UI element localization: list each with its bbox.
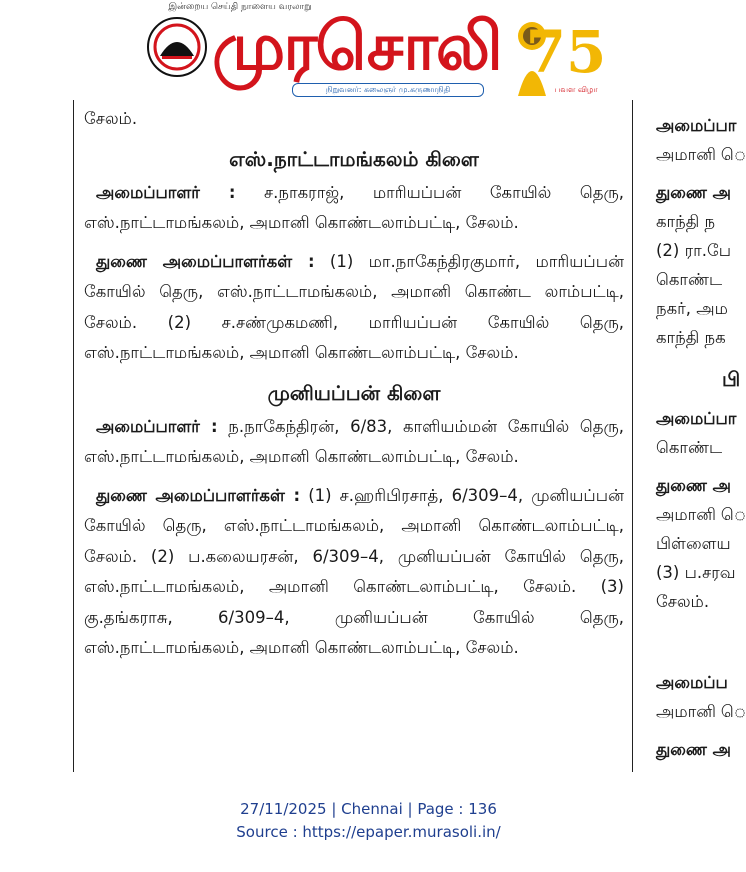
right-column-line: அமானி ெ [656, 505, 746, 524]
right-column [640, 0, 746, 800]
role-label: அமைப்பாளர் : [96, 182, 236, 202]
role-label: துணை அமைப்பாளர்கள் : [96, 485, 301, 505]
right-column-line: துணை அ [656, 476, 731, 495]
right-column-line: பிள்ளைய [656, 534, 731, 553]
masthead-tagline: இன்றைய செய்தி நாளைய வரலாறு [168, 2, 312, 12]
role-label: துணை அமைப்பாளர்கள் : [96, 251, 315, 271]
right-column-line: அமைப்ப [656, 673, 728, 692]
role-details: ச.நாகராஜ், மாரியப்பன் கோயில் தெரு, எஸ்.நாட்டாமங்கலம், அமானி கொண்டலாம்பட்டி, சேலம். [84, 182, 624, 232]
role-label: அமைப்பாளர் : [96, 416, 218, 436]
masthead-subline: நிறுவனர்: கலைஞர் மு.கருணாநிதி [292, 83, 484, 97]
right-column-line: அமானி ெ [656, 145, 746, 164]
footer-source: Source : https://epaper.murasoli.in/ [236, 823, 501, 841]
right-column-line: துணை அ [656, 740, 731, 759]
anniversary-caption: பவள விழா [554, 85, 598, 94]
right-column-heading: பி [722, 367, 741, 391]
role-details: (1) மா.நாகேந்திரகுமார், மாரியப்பன் கோயில் தெரு, எஸ்.நாட்டாமங்கலம், அமானி கொண்ட லாம்பட்டி, சேலம். (2) ச.சண்முகமணி, மாரியப்பன் கோயில் தெரு, எஸ்.நாட்டாமங்கலம், அமானி கொண்டலாம்பட்டி, சேலம். [84, 251, 624, 362]
organizer-paragraph [84, 178, 624, 239]
section-heading: முனியப்பன் கிளை [267, 380, 441, 405]
masthead-title: முரசொலி [212, 8, 501, 85]
column-rule-right [632, 100, 633, 772]
anniversary-75-logo [510, 6, 607, 102]
right-column-line: கொண்ட [656, 438, 723, 457]
right-column-line: சேலம். [656, 592, 710, 611]
footer-date-page: 27/11/2025 | Chennai | Page : 136 [240, 800, 497, 818]
top-line: சேலம். [84, 109, 138, 128]
role-details: (1) ச.ஹரிபிரசாத், 6/309–4, முனியப்பன் கோயில் தெரு, எஸ்.நாட்டாமங்கலம், அமானி கொண்டலாம்பட்டி, சேலம். (2) ப.கலையரசன், 6/309–4, முனியப்பன் கோயில் தெரு, எஸ்.நாட்டாமங்கலம், அமானி கொண்டலாம்பட்டி, சேலம். (3) கு.தங்கராசு, 6/309–4, முனியப்பன் கோயில் தெரு, எஸ்.நாட்டாமங்கலம், அமானி கொண்டலாம்பட்டி, சேலம். [84, 485, 624, 657]
right-column-line: (2) ரா.பே [656, 241, 731, 260]
right-column-line: அமைப்பா [656, 116, 737, 135]
right-column-line: அமைப்பா [656, 409, 737, 428]
right-column-line: காந்தி ந [656, 212, 716, 231]
anniversary-number: 75 [525, 18, 607, 86]
organizer-paragraph [84, 412, 624, 473]
role-details: ந.நாகேந்திரன், 6/83, காளியம்மன் கோயில் தெரு, எஸ்.நாட்டாமங்கலம், அமானி கொண்டலாம்பட்டி, சேலம். [84, 416, 624, 466]
center-column [84, 104, 624, 664]
right-column-line: துணை அ [656, 183, 731, 202]
right-column-line: (3) ப.சரவ [656, 563, 736, 582]
rising-sun-emblem-icon [146, 16, 208, 78]
section-heading: எஸ்.நாட்டாமங்கலம் கிளை [229, 146, 479, 171]
right-column-line: நகர், அம [656, 299, 728, 318]
deputy-organizers-paragraph [84, 481, 624, 664]
right-column-line: அமானி ெ [656, 702, 746, 721]
deputy-organizers-paragraph [84, 247, 624, 369]
column-rule-left [73, 100, 74, 772]
right-column-line: காந்தி நக [656, 328, 726, 347]
right-column-line: கொண்ட [656, 270, 723, 289]
